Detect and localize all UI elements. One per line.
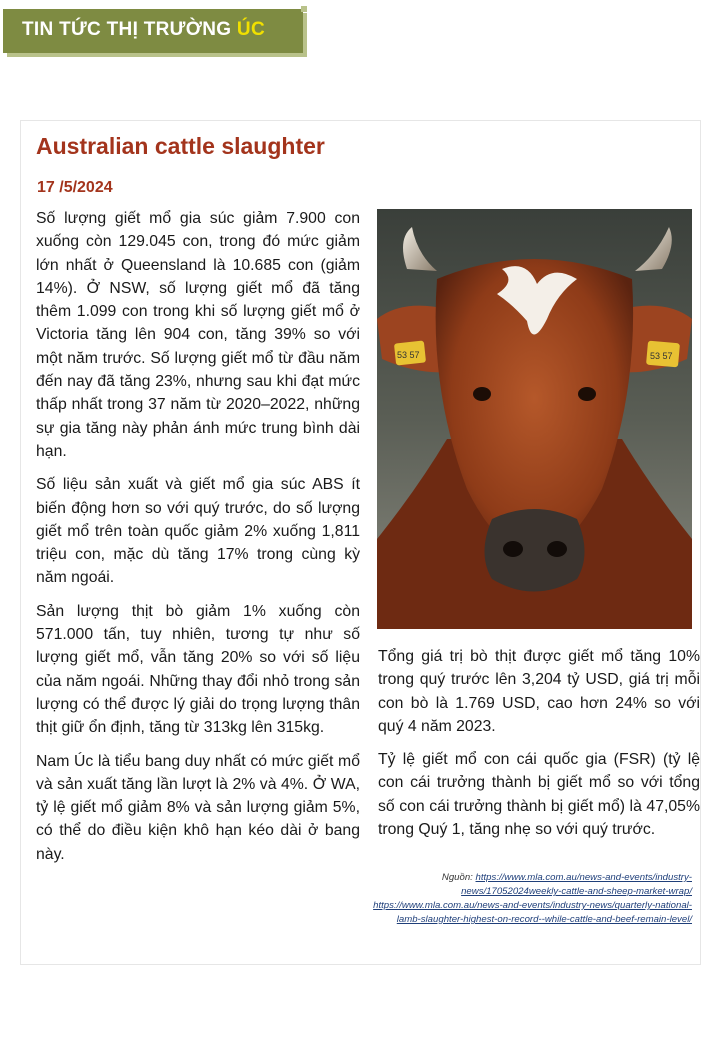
paragraph: Sản lượng thịt bò giảm 1% xuống còn 571.000 tấn, tuy nhiên, tương tự như số lượng giết mổ, vẫn tăng 20% so với số liệu của năm ngoái. Những thay đổi nhỏ trong sản lượng có thể được lý giải do trọng lượng thân thịt giữ ổn định, tăng từ 313kg lên 315kg. xyxy=(36,602,360,737)
banner-title xyxy=(22,19,265,41)
cow-illustration xyxy=(377,209,692,629)
article-title: Australian cattle slaughter xyxy=(36,133,325,159)
section-banner xyxy=(3,9,303,53)
paragraph: Số liệu sản xuất và giết mổ gia súc ABS ít biến động hơn so với quý trước, do số lượng giết mổ trên toàn quốc giảm 2% xuống 1,811 triệu con, mặc dù tăng 17% trong cùng kỳ năm ngoái. xyxy=(36,476,360,587)
article-date: 17 /5/2024 xyxy=(37,179,113,196)
cow-photo xyxy=(377,209,692,629)
left-column xyxy=(36,207,360,876)
banner-accent: ÚC xyxy=(236,19,265,40)
source-citation xyxy=(351,871,692,927)
article-card xyxy=(20,120,701,965)
ear-tag-text: 53 57 xyxy=(397,350,420,360)
paragraph: Tỷ lệ giết mổ con cái quốc gia (FSR) (tỷ lệ con cái trưởng thành bị giết mổ so với tổng số con cái trưởng thành bị giết mổ) là 47,05% trong Quý 1, tăng nhẹ so với quý trước. xyxy=(378,751,700,839)
paragraph: Nam Úc là tiểu bang duy nhất có mức giết mổ và sản xuất tăng lần lượt là 2% và 4%. Ở WA, tỷ lệ giết mổ giảm 8% và sản lượng giảm 5%, có thể do điều kiện khô hạn kéo dài ở bang này. xyxy=(36,752,360,863)
banner-text: TIN TỨC THỊ TRƯỜNG xyxy=(22,19,237,40)
right-column xyxy=(378,645,700,851)
paragraph: Tổng giá trị bò thịt được giết mổ tăng 10% trong quý trước lên 3,204 tỷ USD, giá trị mỗi con bò là 1.769 USD, cao hơn 24% so với quý 4 năm 2023. xyxy=(378,648,700,735)
source-link-1[interactable]: https://www.mla.com.au/news-and-events/industry-news/17052024weekly-cattle-and-sheep-market-wrap/ xyxy=(461,872,692,897)
muzzle xyxy=(485,509,585,592)
paragraph: Số lượng giết mổ gia súc giảm 7.900 con xuống còn 129.045 con, trong đó mức giảm lớn nhất ở Queensland là 10.685 con (giảm 14%). Ở NSW, số lượng giết mổ đã tăng thêm 1.099 con trong khi số lượng giết mổ ở Victoria tăng lên 904 con, tăng 39% so với một năm trước. Số lượng giết mổ từ đầu năm đến nay đã tăng 23%, nhưng sau khi đạt mức thấp nhất trong 37 năm từ 2020–2022, những sự gia tăng này phản ánh mức trung bình dài hạn. xyxy=(36,210,360,460)
ear-tag-text: 53 57 xyxy=(650,351,673,361)
source-link-2[interactable]: https://www.mla.com.au/news-and-events/industry-news/quarterly-national-lamb-slaughter-highest-on-record--while-cattle-and-beef-remain-level/ xyxy=(373,900,692,925)
eye-right xyxy=(578,387,596,401)
eye-left xyxy=(473,387,491,401)
source-label: Nguồn: xyxy=(441,872,476,883)
